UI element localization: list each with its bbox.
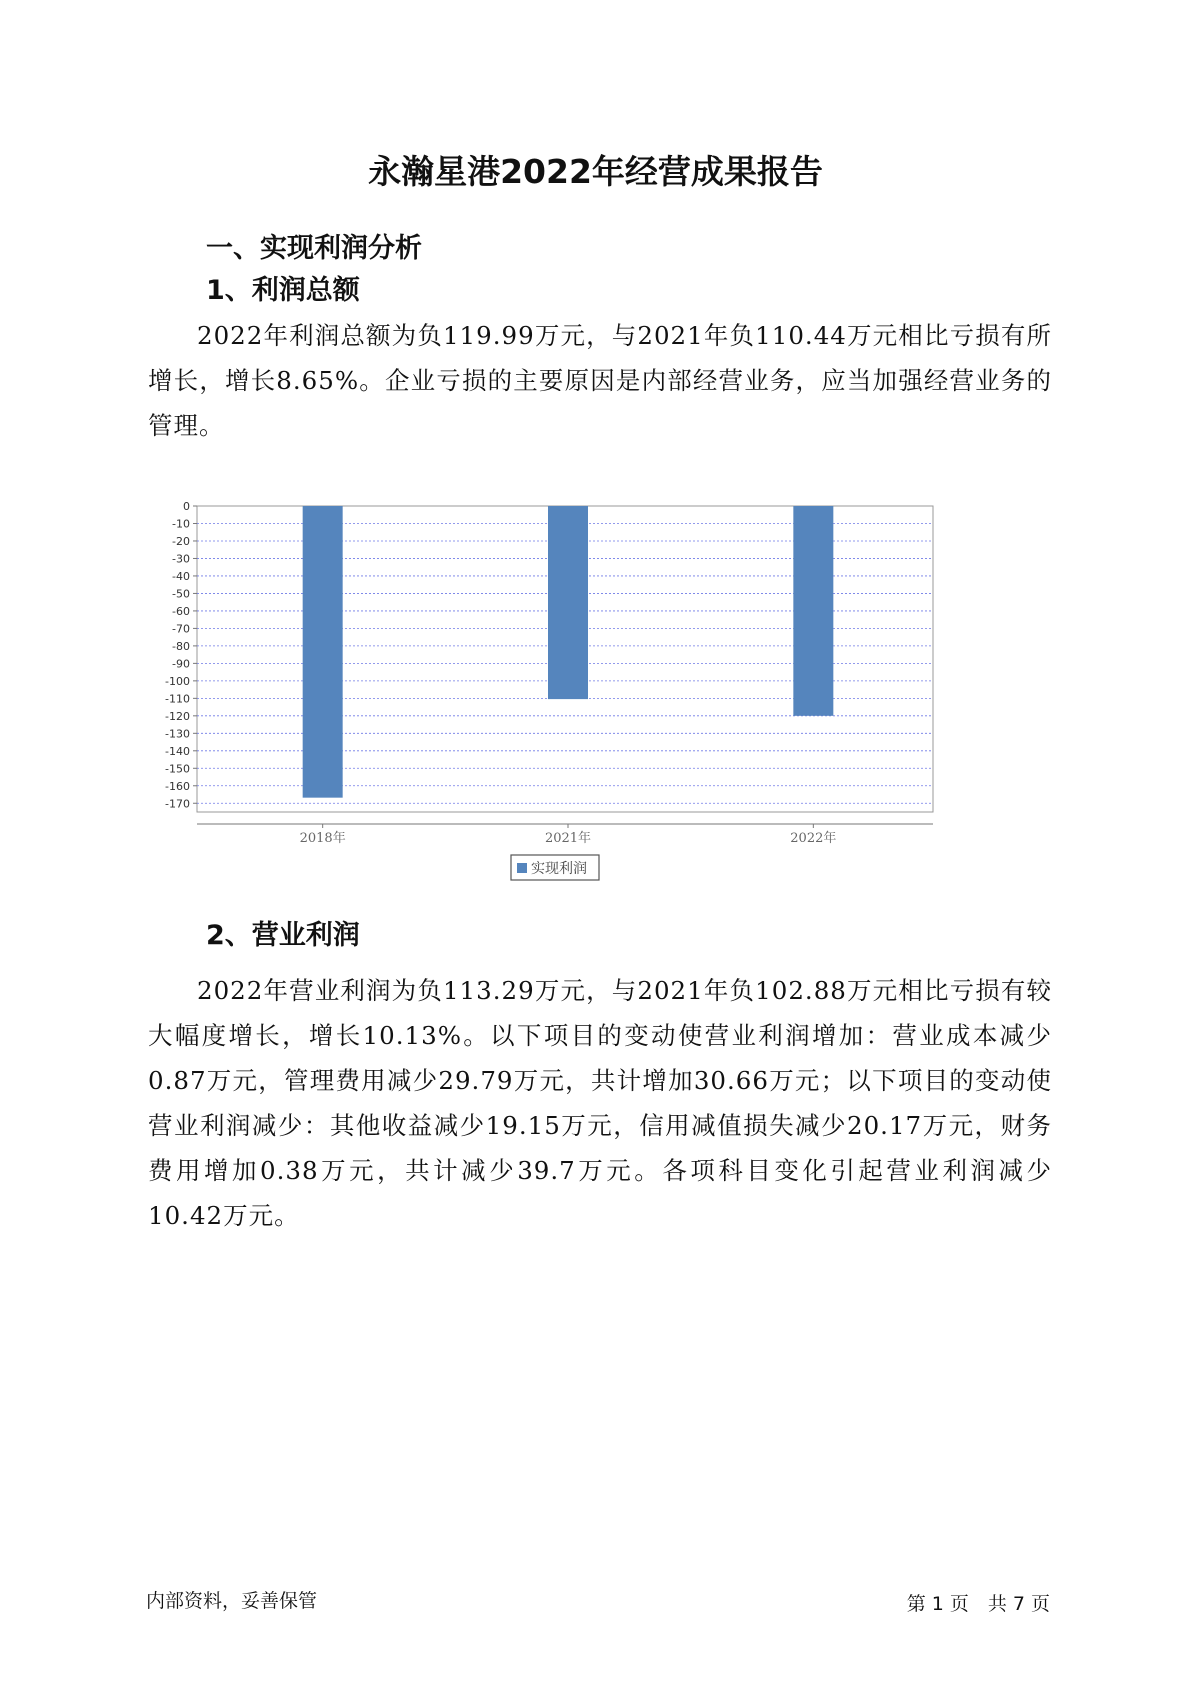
y-tick-label: -150 xyxy=(165,762,190,776)
total-pages: 7 xyxy=(1012,1593,1025,1615)
chart-y-axis xyxy=(165,500,197,810)
bar xyxy=(303,506,343,798)
y-tick-label: -70 xyxy=(172,622,190,636)
y-tick-label: -140 xyxy=(165,744,190,758)
y-tick-label: -110 xyxy=(165,692,190,706)
section-heading-profit-analysis: 一、实现利润分析 xyxy=(206,233,422,264)
chart-legend xyxy=(511,855,599,880)
y-tick-label: -20 xyxy=(172,534,190,548)
footer-page-counter xyxy=(904,1589,1053,1616)
bar xyxy=(793,506,833,716)
footer-confidential-note: 内部资料，妥善保管 xyxy=(146,1590,318,1612)
y-tick-label: -40 xyxy=(172,569,190,583)
profit-chart xyxy=(150,500,1030,960)
subsection-heading-total-profit: 1、利润总额 xyxy=(206,275,360,306)
y-tick-label: -170 xyxy=(165,797,190,811)
operating-profit-paragraph: 2022年营业利润为负113.29万元，与2021年负102.88万元相比亏损有较大幅度增长，增长10.13%。以下项目的变动使营业利润增加：营业成本减少0.87万元，管理费用减少29.79万元，共计增加30.66万元；以下项目的变动使营业利润减少：其他收益减少19.15万元，信用减值损失减少20.17万元，财务费用增加0.38万元，共计减少39.7万元。各项科目变化引起营业利润减少10.42万元。 xyxy=(148,976,1052,1230)
y-tick-label: -130 xyxy=(165,727,190,741)
total-profit-paragraph: 2022年利润总额为负119.99万元，与2021年负110.44万元相比亏损有所增长，增长8.65%。企业亏损的主要原因是内部经营业务，应当加强经营业务的管理。 xyxy=(148,321,1052,440)
y-tick-label: -100 xyxy=(165,674,190,688)
document-title: 永瀚星港2022年经营成果报告 xyxy=(368,152,823,191)
y-tick-label: -80 xyxy=(172,639,190,653)
legend-label: 实现利润 xyxy=(531,861,587,877)
chart-x-axis xyxy=(197,824,933,846)
legend-swatch xyxy=(517,863,527,873)
y-tick-label: -90 xyxy=(172,657,190,671)
y-tick-label: -60 xyxy=(172,604,190,618)
bar xyxy=(548,506,588,699)
y-tick-label: -10 xyxy=(172,517,190,531)
y-tick-label: -160 xyxy=(165,779,190,793)
x-tick-label: 2021年 xyxy=(544,831,592,846)
y-tick-label: -30 xyxy=(172,552,190,566)
subsection-heading-operating-profit: 2、营业利润 xyxy=(206,920,360,951)
y-tick-label: -120 xyxy=(165,709,190,723)
x-tick-label: 2022年 xyxy=(790,831,837,846)
y-tick-label: -50 xyxy=(172,587,190,601)
page-mid: 页 共 xyxy=(949,1593,1007,1615)
y-tick-label: 0 xyxy=(183,500,190,513)
x-tick-label: 2018年 xyxy=(299,831,346,846)
page-number: 1 xyxy=(931,1593,944,1615)
page-prefix: 第 xyxy=(906,1593,926,1615)
page-suffix: 页 xyxy=(1030,1593,1050,1615)
profit-chart-svg xyxy=(150,500,1030,960)
